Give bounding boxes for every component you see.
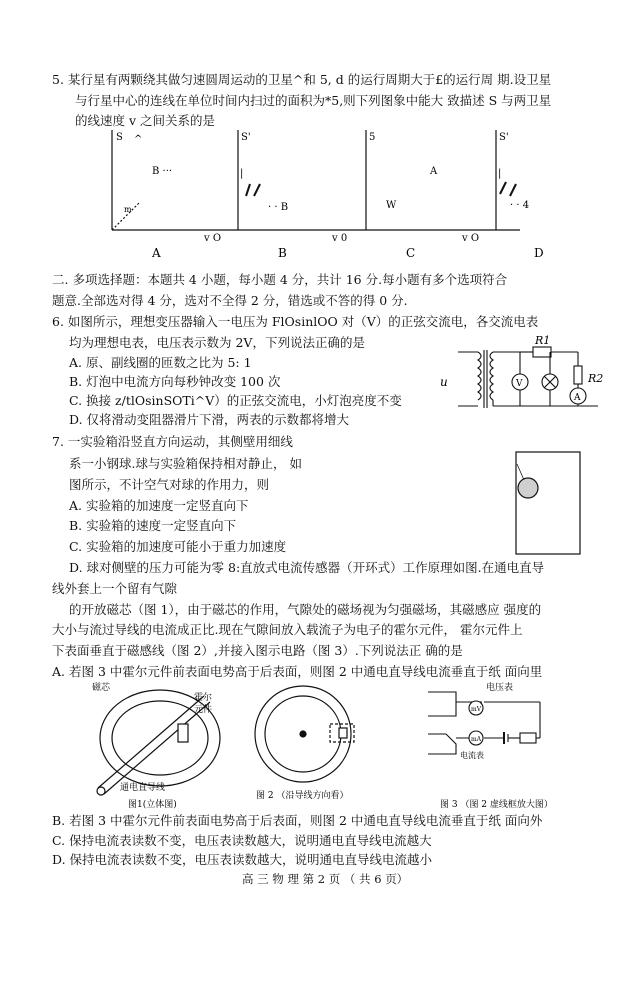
q6-r2-label: R2	[588, 372, 604, 385]
q5-g2-y-label: S'	[241, 132, 251, 143]
q6-stem-line2: 均为理想电表，电压表示数为 2V，下列说法正确的是	[69, 335, 365, 350]
q8-option-c: C. 保持电流表读数不变，电压表读数越大，说明通电直导线电流越大	[52, 833, 432, 848]
q6-ammeter-label: A	[574, 393, 581, 403]
q8-fig3-ma-label: mA	[471, 736, 482, 743]
q8-fig3-mv-label: mV	[471, 706, 482, 713]
q6-circuit-figure	[438, 330, 614, 420]
q5-g2-x-label: v 0	[332, 233, 348, 244]
q8-stem-line1: 的开放磁芯（图 1），由于磁芯的作用，气隙处的磁场视为匀强磁场，其磁感应 强度的	[69, 602, 542, 617]
q7-option-c: C. 实验箱的加速度可能小于重力加速度	[69, 539, 287, 554]
q7-stem-line1: 7. 一实验箱沿竖直方向运动，其侧壁用细线	[52, 434, 293, 449]
q7-stem-line2: 系一小钢球.球与实验箱保持相对静止， 如	[69, 456, 302, 471]
q5-stem-line1: 5. 某行星有两颗绕其做匀速圆周运动的卫星^和 5, d 的运行周期大于£的运行周 期.设卫星	[52, 72, 552, 87]
q8-option-a: A. 若图 3 中霍尔元件前表面电势高于后表面，则图 2 中通电直导线电流垂直于纸 面向里	[52, 664, 543, 679]
q7-option-a: A. 实验箱的加速度一定竖直向下	[69, 498, 249, 513]
q8-fig3-meter-label: 电压表	[486, 683, 514, 693]
section2-instructions: 题意.全部选对得 4 分，选对不全得 2 分，错选或不答的得 0 分.	[52, 293, 408, 308]
svg-text:|: |	[498, 168, 502, 179]
q8-fig1-core	[86, 680, 236, 810]
q5-option-b: B	[278, 246, 287, 260]
q8-fig3-caption: 图 3 （图 2 虚线框放大图）	[440, 800, 553, 810]
q8-option-b: B. 若图 3 中霍尔元件前表面电势高于后表面，则图 2 中通电直导线电流垂直于纸 面向外	[52, 813, 543, 828]
q5-g1-y-label: S	[116, 132, 123, 143]
q6-option-a: A. 原、副线圈的匝数之比为 5: 1	[69, 355, 252, 370]
q7-option-d-and-q8-start: D. 球对侧壁的压力可能为零 8:直放式电流传感器（开环式）工作原理如图.在通电直导	[69, 560, 545, 575]
q8-stem-line3: 下表面垂直于磁感线（图 2）,并接入图示电路（图 3）.下列说法正 确的是	[52, 643, 463, 658]
q5-graphs-figure	[100, 126, 562, 266]
q5-option-d: D	[534, 246, 544, 260]
q5-g3-a-label: A	[430, 166, 438, 177]
q6-option-d: D. 仅将滑动变阻器滑片下滑，两表的示数都将增大	[69, 412, 350, 427]
q8-fig1-hall-label2: 元件	[194, 705, 213, 715]
q7-box-figure	[514, 450, 584, 558]
q8-stem-line0: 线外套上一个留有气隙	[52, 581, 178, 596]
q5-g1-b-label: B ···	[152, 166, 173, 177]
q5-g1-m-label: m	[124, 205, 132, 214]
q8-fig2-cross-section	[248, 680, 378, 810]
q5-g3-y-label: 5	[369, 132, 376, 143]
q5-stem-line3: 的线速度 v 之间关系的是	[75, 113, 216, 128]
q5-stem-line2: 与行星中心的连线在单位时间内扫过的面积为*5,则下列图象中能大 致描述 S 与两卫星	[75, 93, 552, 108]
q5-g4-y-label: S'	[499, 132, 509, 143]
q8-fig1-hall-label: 霍尔	[194, 693, 213, 703]
q6-voltmeter-label: V	[516, 379, 523, 389]
q5-g3-x-label: v O	[462, 233, 480, 244]
q5-g4-4-label: · · 4	[510, 200, 530, 211]
section2-heading: 二. 多项选择题：本题共 4 小题，每小题 4 分，共计 16 分.每小题有多个选项符合	[52, 272, 508, 287]
svg-text:|: |	[240, 168, 244, 179]
q6-stem-line1: 6. 如图所示，理想变压器输入一电压为 FlOsinlOO 对（V）的正弦交流电，各交流电表	[52, 314, 539, 329]
q5-option-c: C	[406, 246, 416, 260]
q8-fig2-caption: 图 2 （沿导线方向看）	[256, 791, 349, 801]
q5-g2-b-label: · · B	[268, 202, 289, 213]
q8-fig1-wire-label: 通电直导线	[120, 783, 166, 793]
q5-g1-x-label: v O	[204, 233, 222, 244]
q8-stem-line2: 大小与流过导线的电流成正比.现在气隙间放入载流子为电子的霍尔元件， 霍尔元件上	[52, 622, 523, 637]
q8-fig1-caption: 图1(立体图)	[128, 800, 177, 810]
q7-option-b: B. 实验箱的速度一定竖直向下	[69, 518, 237, 533]
q6-option-c: C. 换接 z/tlOsinSOTi^V）的正弦交流电，小灯泡亮度不变	[69, 393, 402, 408]
q8-fig3-source-label: 电流表	[460, 751, 484, 760]
q6-option-b: B. 灯泡中电流方向每秒钟改变 100 次	[69, 374, 281, 389]
q5-option-a: A	[152, 246, 161, 260]
q6-u-label: u	[440, 375, 448, 389]
q8-fig3-circuit	[420, 678, 566, 810]
q5-g1-caret: ^	[134, 134, 143, 145]
q5-g3-w-label: W	[386, 200, 397, 211]
q6-r1-label: R1	[535, 334, 551, 347]
q8-option-d: D. 保持电流表读数不变，电压表读数越大，说明通电直导线电流越小	[52, 852, 433, 867]
q8-fig1-core-label: 磁芯	[92, 683, 111, 693]
q7-stem-line3: 图所示，不计空气对球的作用力，则	[69, 477, 270, 492]
page-footer: 高 三 物 理 第 2 页 （ 共 6 页）	[242, 872, 409, 886]
